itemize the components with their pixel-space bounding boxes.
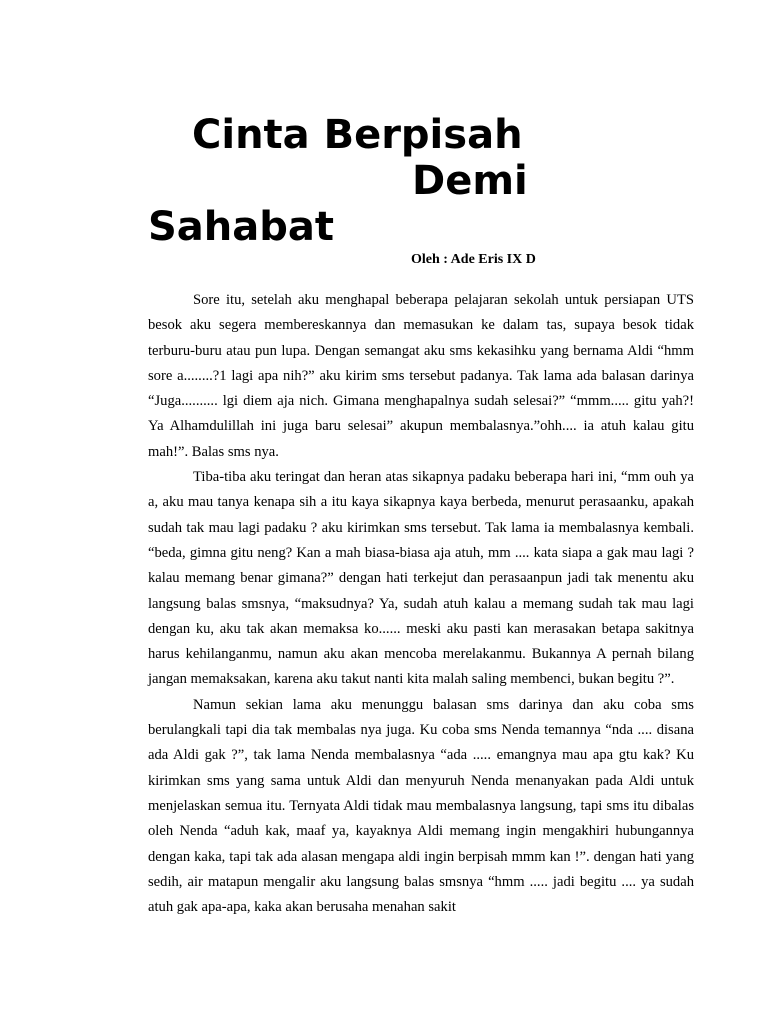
title-line-3: Sahabat <box>148 204 335 250</box>
paragraph-3: Namun sekian lama aku menunggu balasan sms darinya dan aku coba sms berulangkali tapi dia tak membalas nya juga. Ku coba sms Nenda temannya “nda .... disana ada Aldi gak ?”, tak lama Nenda membalasnya “ada ..... emangnya mau apa gtu kak? Ku kirimkan sms yang sama untuk Aldi dan menyuruh Nenda menanyakan pada Aldi untuk menjelaskan semua itu. Ternyata Aldi tidak mau membalasnya langsung, tapi sms itu dibalas oleh Nenda “aduh kak, maaf ya, kayaknya Aldi memang ingin mengakhiri hubungannya dengan kaka, tapi tak ada alasan mengapa aldi ingin berpisah mmm kan !”. dengan hati yang sedih, air matapun mengalir aku langsung balas smsnya “hmm ..... jadi begitu .... ya sudah atuh gak apa-apa, kaka akan berusaha menahan sakit <box>148 696 694 916</box>
author-byline: Oleh : Ade Eris IX D <box>411 252 536 267</box>
paragraph-2: Tiba-tiba aku teringat dan heran atas sikapnya padaku beberapa hari ini, “mm ouh ya a, aku mau tanya kenapa sih a itu kaya sikapnya kaya berbeda, menurut perasaanku, apakah sudah tak mau lagi padaku ? aku kirimkan sms tersebut. Tak lama ia membalasnya kembali. “beda, gimna gitu neng? Kan a mah biasa-biasa aja atuh, mm .... kata siapa a gak mau lagi ? kalau memang benar gimana?” dengan hati terkejut dan perasaanpun jadi tak menentu aku langsung balas smsnya, “maksudnya? Ya, sudah atuh kalau a memang sudah tak mau lagi dengan ku, aku tak akan memaksa ko...... meski aku pasti kan merasakan betapa sakitnya harus kehilanganmu, namun aku akan mencoba merelakanmu. Bukannya A pernah bilang jangan memaksakan, karena aku takut nanti kita malah saling membenci, bukan begitu ?”. <box>148 469 694 688</box>
document-title <box>148 112 568 250</box>
paragraph-1: Sore itu, setelah aku menghapal beberapa pelajaran sekolah untuk persiapan UTS besok aku segera membereskannya dan memasukan ke dalam tas, supaya besok tidak terburu-buru atau pun lupa. Dengan semangat aku sms kekasihku yang bernama Aldi “hmm sore a........?1 lagi apa nih?” aku kirim sms tersebut padanya. Tak lama ada balasan darinya “Juga.......... lgi diem aja nich. Gimana menghapalnya sudah selesai?” “mmm..... gitu yah?! Ya Alhamdulillah ini juga baru selesai” akupun membalasnya.”ohh.... ia atuh kalau gitu mah!”. Balas sms nya. <box>148 292 694 460</box>
story-body <box>148 288 694 920</box>
title-line-2: Demi <box>412 158 528 204</box>
title-line-1: Cinta Berpisah <box>192 112 523 158</box>
